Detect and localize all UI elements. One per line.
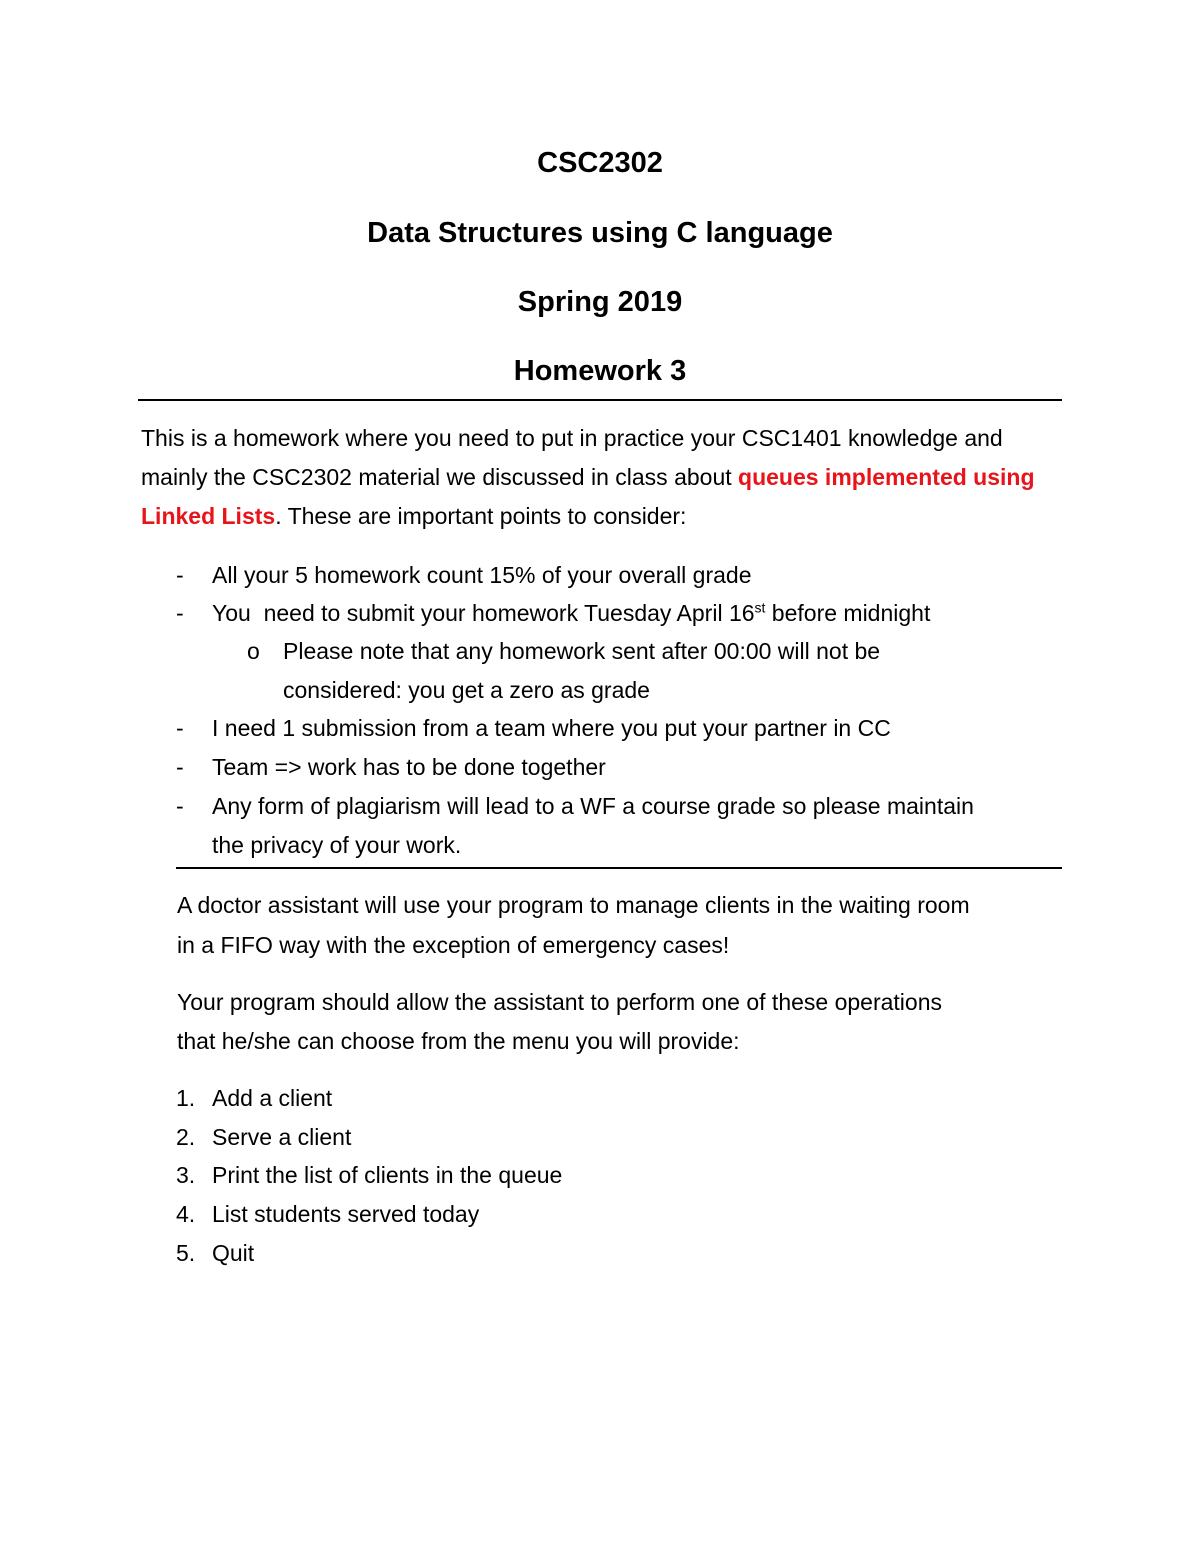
rule-text-line1: Any form of plagiarism will lead to a WF a course grade so please maintain xyxy=(212,793,974,819)
top-divider xyxy=(138,399,1062,401)
description-para1-line1: A doctor assistant will use your program to manage clients in the waiting room xyxy=(177,892,970,918)
subitem-text-line2: considered: you get a zero as grade xyxy=(283,677,650,703)
menu-item-number: 5. xyxy=(176,1240,196,1266)
bottom-divider xyxy=(176,867,1062,869)
description-para2-line2: that he/she can choose from the menu you will provide: xyxy=(177,1028,740,1054)
menu-item-label: Quit xyxy=(212,1240,255,1266)
rule-text: I need 1 submission from a team where you put your partner in CC xyxy=(212,715,891,741)
menu-item-label: Add a client xyxy=(212,1085,333,1111)
menu-item-number: 4. xyxy=(176,1201,196,1227)
semester: Spring 2019 xyxy=(517,286,683,318)
dash-marker: - xyxy=(176,600,184,626)
intro-highlight: queues implemented using Linked Lists xyxy=(141,464,1035,529)
rule-text: All your 5 homework count 15% of your overall grade xyxy=(212,562,752,588)
rule-text-line2: the privacy of your work. xyxy=(212,832,462,858)
subitem-text-line1: Please note that any homework sent after 00:00 will not be xyxy=(283,638,881,664)
menu-item-label: Serve a client xyxy=(212,1124,352,1150)
rule-text-main: You need to submit your homework Tuesday April 16 xyxy=(212,600,755,626)
circle-bullet: o xyxy=(247,638,260,664)
course-title: Data Structures using C language xyxy=(367,217,833,249)
intro-paragraph xyxy=(141,419,1041,536)
assignment-title: Homework 3 xyxy=(513,355,687,387)
intro-text-2: . These are important points to consider: xyxy=(275,503,687,529)
course-code: CSC2302 xyxy=(537,147,663,179)
menu-item-number: 3. xyxy=(176,1162,196,1188)
rule-text xyxy=(212,594,930,632)
description-para1-line2: in a FIFO way with the exception of emergency cases! xyxy=(177,932,730,958)
description-para2-line1: Your program should allow the assistant to perform one of these operations xyxy=(177,989,942,1015)
dash-marker: - xyxy=(176,754,184,780)
intro-text-1: This is a homework where you need to put in practice your CSC1401 knowledge and mainly the CSC2302 material we discussed in class about xyxy=(141,425,1003,490)
rule-text: Team => work has to be done together xyxy=(212,754,606,780)
menu-item-label: List students served today xyxy=(212,1201,480,1227)
rule-text-end: before midnight xyxy=(765,600,931,626)
menu-item-number: 1. xyxy=(176,1085,196,1111)
ordinal-suffix: st xyxy=(754,599,766,616)
dash-marker: - xyxy=(176,793,184,819)
menu-item-label: Print the list of clients in the queue xyxy=(212,1162,563,1188)
menu-item-number: 2. xyxy=(176,1124,196,1150)
dash-marker: - xyxy=(176,715,184,741)
dash-marker: - xyxy=(176,562,184,588)
